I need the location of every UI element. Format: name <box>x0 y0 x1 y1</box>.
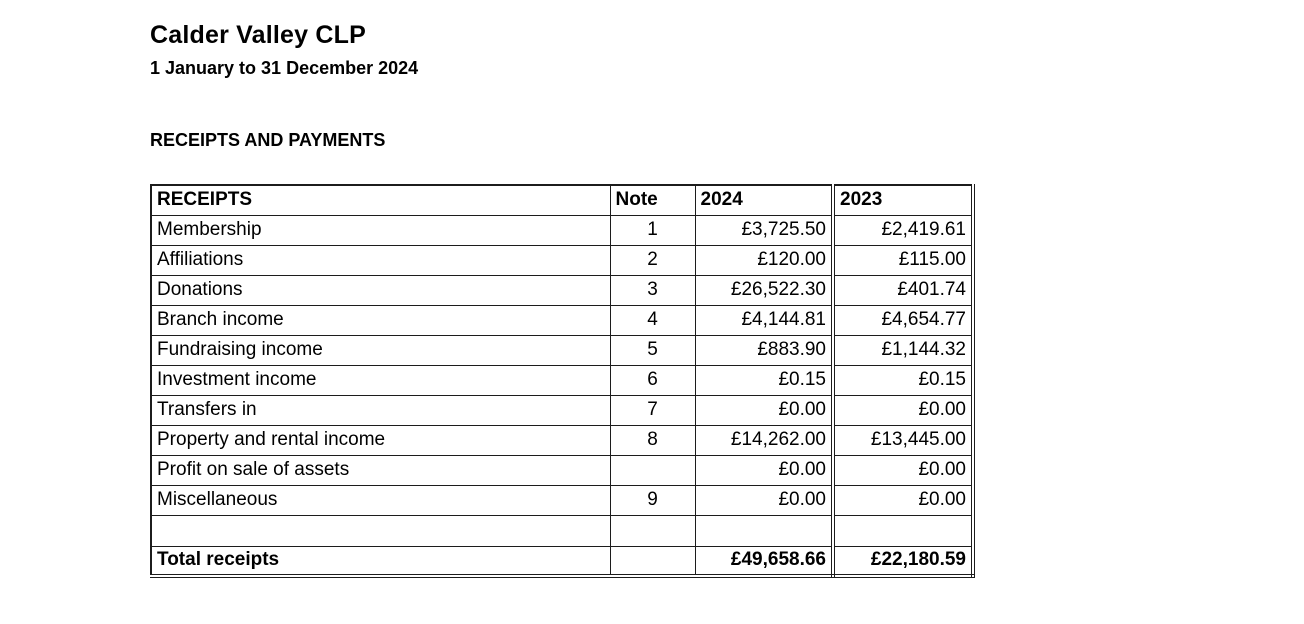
receipts-table <box>150 184 975 578</box>
empty-cell <box>833 515 973 546</box>
receipt-name-cell: Fundraising income <box>151 335 610 365</box>
amount-2023-cell: £115.00 <box>833 245 973 275</box>
table-row <box>151 275 973 305</box>
amount-2024-cell: £883.90 <box>695 335 833 365</box>
spacer-row <box>151 515 973 546</box>
table-row <box>151 425 973 455</box>
header-2023: 2023 <box>833 185 973 215</box>
note-cell: 5 <box>610 335 695 365</box>
amount-2023-cell: £4,654.77 <box>833 305 973 335</box>
table-row <box>151 365 973 395</box>
document-page <box>150 20 1150 578</box>
receipt-name-cell: Affiliations <box>151 245 610 275</box>
total-note-cell <box>610 546 695 576</box>
total-amount-2024-cell: £49,658.66 <box>695 546 833 576</box>
document-subtitle: 1 January to 31 December 2024 <box>150 58 419 78</box>
table-header-row <box>151 185 973 215</box>
empty-cell <box>151 515 610 546</box>
receipt-name-cell: Miscellaneous <box>151 485 610 515</box>
table-row <box>151 335 973 365</box>
amount-2024-cell: £120.00 <box>695 245 833 275</box>
header-2024: 2024 <box>695 185 833 215</box>
empty-cell <box>610 515 695 546</box>
note-cell: 2 <box>610 245 695 275</box>
amount-2024-cell: £26,522.30 <box>695 275 833 305</box>
note-cell: 4 <box>610 305 695 335</box>
table-row <box>151 305 973 335</box>
total-row <box>151 546 973 576</box>
note-cell <box>610 455 695 485</box>
amount-2024-cell: £0.00 <box>695 455 833 485</box>
table-row <box>151 455 973 485</box>
table-row <box>151 485 973 515</box>
amount-2023-cell: £2,419.61 <box>833 215 973 245</box>
amount-2024-cell: £0.15 <box>695 365 833 395</box>
note-cell: 8 <box>610 425 695 455</box>
amount-2023-cell: £401.74 <box>833 275 973 305</box>
receipt-name-cell: Membership <box>151 215 610 245</box>
amount-2024-cell: £14,262.00 <box>695 425 833 455</box>
note-cell: 7 <box>610 395 695 425</box>
amount-2023-cell: £0.00 <box>833 395 973 425</box>
header-receipts: RECEIPTS <box>151 185 610 215</box>
table-body <box>151 215 973 576</box>
note-cell: 6 <box>610 365 695 395</box>
note-cell: 1 <box>610 215 695 245</box>
amount-2023-cell: £1,144.32 <box>833 335 973 365</box>
amount-2024-cell: £0.00 <box>695 485 833 515</box>
table-row <box>151 395 973 425</box>
document-title: Calder Valley CLP <box>150 21 366 49</box>
amount-2023-cell: £13,445.00 <box>833 425 973 455</box>
table-row <box>151 245 973 275</box>
receipt-name-cell: Transfers in <box>151 395 610 425</box>
section-heading: RECEIPTS AND PAYMENTS <box>150 130 386 150</box>
receipt-name-cell: Investment income <box>151 365 610 395</box>
total-label-cell: Total receipts <box>151 546 610 576</box>
amount-2024-cell: £0.00 <box>695 395 833 425</box>
receipt-name-cell: Donations <box>151 275 610 305</box>
receipt-name-cell: Branch income <box>151 305 610 335</box>
amount-2023-cell: £0.00 <box>833 485 973 515</box>
amount-2024-cell: £3,725.50 <box>695 215 833 245</box>
receipt-name-cell: Profit on sale of assets <box>151 455 610 485</box>
amount-2023-cell: £0.00 <box>833 455 973 485</box>
table-row <box>151 215 973 245</box>
note-cell: 3 <box>610 275 695 305</box>
amount-2024-cell: £4,144.81 <box>695 305 833 335</box>
header-note: Note <box>610 185 695 215</box>
total-amount-2023-cell: £22,180.59 <box>833 546 973 576</box>
amount-2023-cell: £0.15 <box>833 365 973 395</box>
empty-cell <box>695 515 833 546</box>
note-cell: 9 <box>610 485 695 515</box>
receipt-name-cell: Property and rental income <box>151 425 610 455</box>
